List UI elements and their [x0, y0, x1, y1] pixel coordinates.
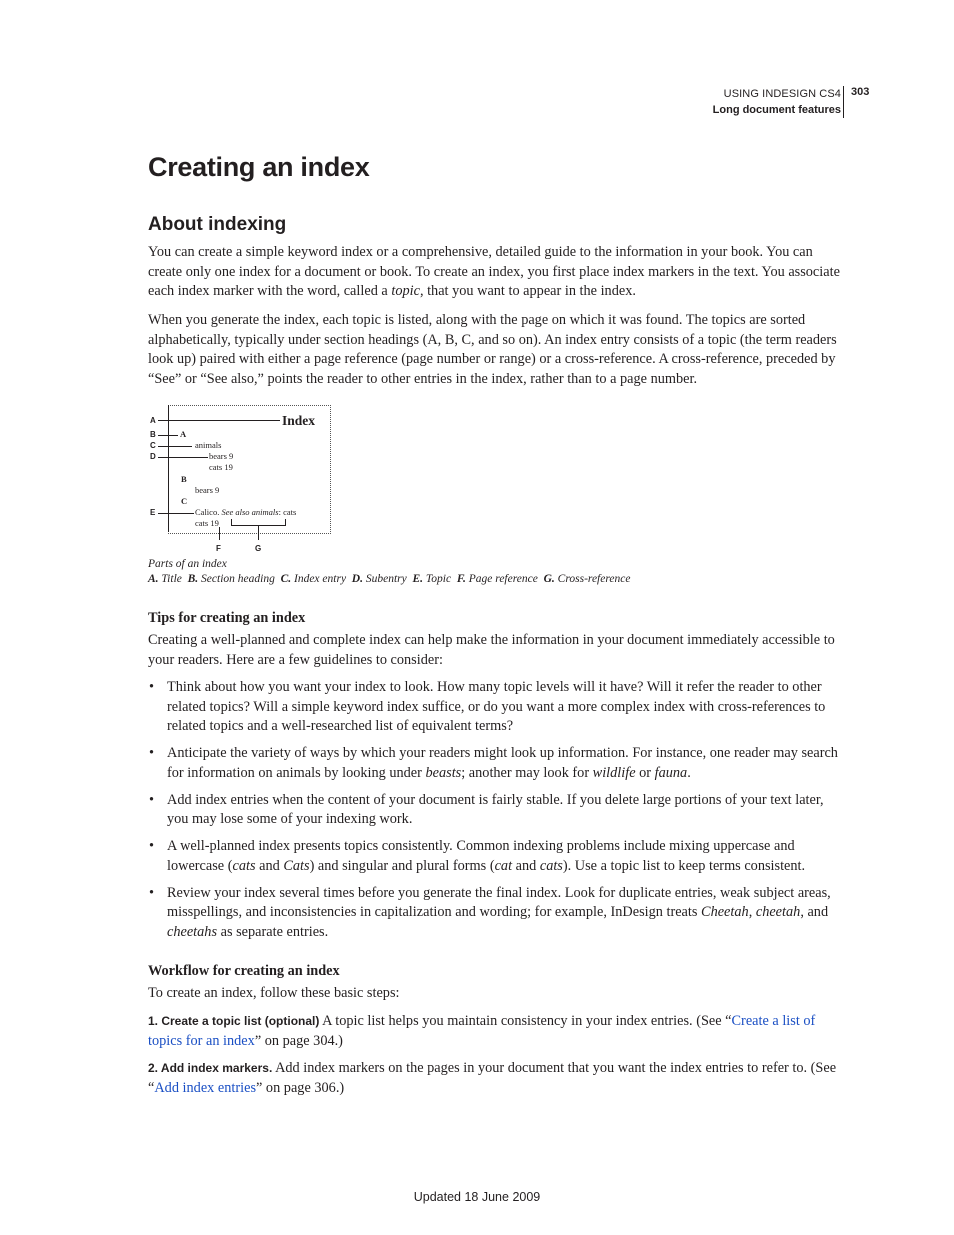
tips-list — [148, 678, 840, 950]
workflow-heading: Workflow for creating an index — [148, 963, 340, 979]
add-index-entries-link[interactable]: Add index entries — [154, 1079, 257, 1096]
page-number: 303 — [851, 86, 870, 98]
callout-e: E — [150, 508, 156, 517]
leader-c — [158, 446, 192, 447]
figure-subentry-cats: cats 19 — [209, 462, 233, 472]
figure-index-title: Index — [282, 413, 316, 428]
workflow-intro: To create an index, follow these basic steps: — [148, 985, 400, 1001]
leader-b — [158, 435, 178, 436]
caption-keys: A. Title B. Section heading C. Index entry D. Subentry E. Topic F. Page reference G. Cross-reference — [148, 572, 631, 585]
figure-subentry-bears: bears 9 — [209, 451, 234, 461]
page-footer: Updated 18 June 2009 — [413, 1190, 541, 1204]
leader-e — [158, 513, 194, 514]
index-figure — [140, 400, 340, 560]
section-title: About indexing — [148, 214, 287, 235]
callout-f: F — [216, 544, 221, 553]
figure-section-b: B — [181, 474, 187, 484]
list-item: • Anticipate the variety of ways by which your readers might look up information. For instance, one reader may search for information on animals by looking under beasts; another may look for wildlife or fauna. — [149, 745, 838, 781]
figure-section-c: C — [181, 496, 188, 506]
list-item: • Think about how you want your index to look. How many topic levels will it have? Will it refer the reader to other related topics? Will a simple keyword index suffice, or do you want a more complex index with cross-references to related topics and a well-researched list of equivalent terms? — [149, 679, 826, 734]
create-topic-list-link[interactable]: Create a list of topics for an index — [148, 1013, 816, 1049]
list-item: • A well-planned index presents topics consistently. Common indexing problems include mixing uppercase and lowercase (cats and Cats) and singular and plural forms (cat and cats). Use a topic list to keep terms consistent. — [149, 838, 806, 874]
callout-c: C — [150, 441, 156, 450]
workflow-step-1: 1. Create a topic list (optional) A topic list helps you maintain consistency in your index entries. (See “Create a list of topics for an index” on page 304.) — [148, 1013, 816, 1049]
callout-g: G — [255, 544, 262, 553]
figure-entry-calico: Calico. See also animals: cats — [195, 507, 297, 517]
generate-paragraph: When you generate the index, each topic is listed, along with the page on which it was found. The topics are sorted alphabetically, typically under section headings (A, B, C, and so on). An index entry consists of a topic (the term readers look up) paired with either a page reference (page number or range) or a cross-reference. A cross-reference, preceded by “See” or “See also,” points the reader to other entries in the index, rather than to a page number. — [148, 312, 837, 387]
figure-entry-animals: animals — [195, 440, 222, 450]
leader-a — [158, 420, 280, 421]
figure-entry-cats: cats 19 — [195, 518, 219, 528]
tips-intro: Creating a well-planned and complete index can help make the information in your document immediately accessible to your readers. Here are a few guidelines to consider: — [148, 632, 835, 668]
page-title: Creating an index — [148, 152, 370, 182]
leader-d — [158, 457, 208, 458]
caption-title: Parts of an index — [148, 558, 227, 570]
list-item: • Add index entries when the content of your document is fairly stable. If you delete large portions of your text later, you may lose some of your indexing work. — [149, 791, 824, 827]
tips-heading: Tips for creating an index — [148, 610, 306, 626]
intro-paragraph: You can create a simple keyword index or a comprehensive, detailed guide to the information in your book. You can create only one index for a document or book. To create an index, you first place index markers in the text. You associate each index marker with the word, called a topic, that you want to appear in the index. — [148, 244, 840, 299]
callout-a: A — [150, 416, 156, 425]
callout-d: D — [150, 452, 156, 461]
figure-section-a: A — [180, 429, 187, 439]
workflow-step-2: 2. Add index markers. Add index markers on the pages in your document that you want the index entries to refer to. (See “Add index entries” on page 306.) — [148, 1060, 837, 1096]
figure-caption — [148, 557, 630, 586]
header-divider — [843, 86, 844, 118]
book-title: USING INDESIGN CS4 — [723, 88, 841, 100]
running-header — [713, 87, 841, 118]
chapter-title: Long document features — [712, 104, 841, 116]
figure-entry-bears: bears 9 — [195, 485, 220, 495]
list-item: • Review your index several times before you generate the final index. Look for duplicate entries, weak subject areas, misspellings, and inconsistencies in capitalization and wording; for example, InDesign treats Cheetah, cheetah, and cheetahs as separate entries. — [149, 884, 831, 940]
leader-f — [219, 527, 220, 540]
leader-g — [258, 525, 259, 540]
callout-b: B — [150, 430, 156, 439]
